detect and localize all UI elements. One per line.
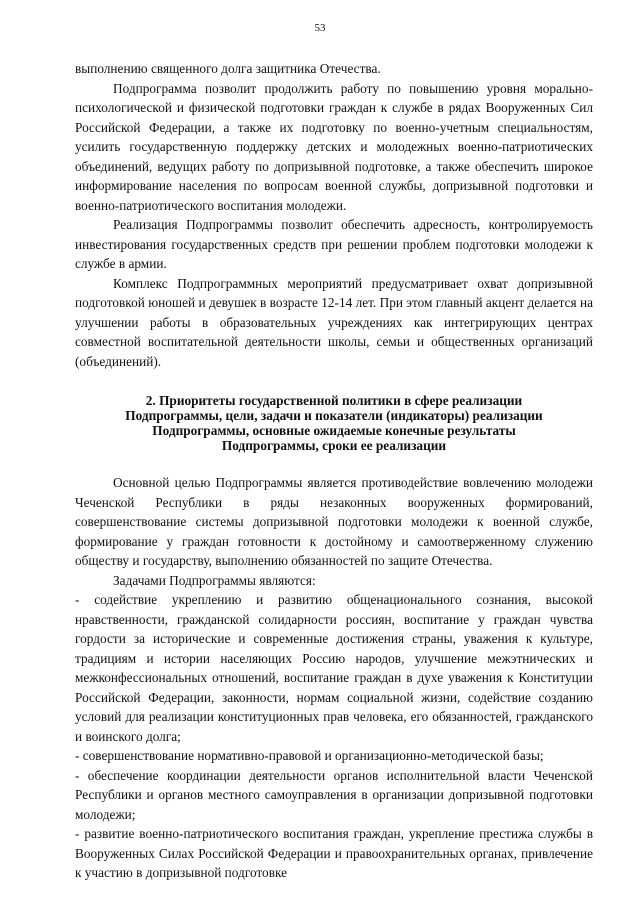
heading-line: Подпрограммы, сроки ее реализации bbox=[221, 438, 447, 453]
paragraph: Основной целью Подпрограммы является противодействие вовлечению молодежи Чеченской Республики в ряды незаконных вооруженных формирований, совершенствование системы допризывной подготовки молодежи к военной службе, формирование у граждан готовности к достойному и самоотверженному служению обществу и государству, выполнению обязанностей по защите Отечества. bbox=[75, 475, 593, 568]
paragraph: Задачами Подпрограммы являются: bbox=[113, 572, 316, 588]
section-heading bbox=[75, 393, 593, 453]
paragraph: выполнению священного долга защитника Отечества. bbox=[75, 61, 381, 76]
list-item: - совершенствование нормативно-правовой и организационно-методической базы; bbox=[75, 748, 544, 763]
list-item: - содействие укреплению и развитию общенационального сознания, высокой нравственности, гражданской солидарности россиян, воспитание у граждан чувства гордости за исторические и современные достижения страны, уважения к культуре, традициям и истории населяющих Россию народов, улучшение межэтнических и межконфессиональных отношений, воспитание граждан в духе уважения к Конституции Российской Федерации, законности, нормам социальной жизни, содействие созданию условий для реализации конституционных прав человека, его обязанностей, гражданского и воинского долга; bbox=[75, 592, 593, 744]
paragraph: Реализация Подпрограммы позволит обеспечить адресность, контролируемость инвестирования государственных средств при решении проблем подготовки молодежи к службе в армии. bbox=[75, 217, 593, 271]
heading-line: Подпрограммы, цели, задачи и показатели (индикаторы) реализации bbox=[125, 408, 543, 423]
page-number: 53 bbox=[314, 22, 326, 34]
paragraph: Комплекс Подпрограммных мероприятий предусматривает охват допризывной подготовкой юношей и девушек в возрасте 12-14 лет. При этом главный акцент делается на улучшении работы в образовательных учреждениях как интегрирующих центрах совместной воспитательной деятельности школы, семьи и общественных организаций (объединений). bbox=[75, 275, 593, 369]
paragraph: Подпрограмма позволит продолжить работу по повышению уровня морально-психологической и физической подготовки граждан к службе в рядах Вооруженных Сил Российской Федерации, а также их подготовку по военно-учетным специальностям, усилить государственную поддержку детских и молодежных военно-патриотических объединений, ведущих работу по допризывной подготовке, а также обеспечить широкое информирование населения по вопросам военной службы, допризывной подготовки и военно-патриотического воспитания молодежи. bbox=[75, 80, 593, 213]
heading-line: 2. Приоритеты государственной политики в сфере реализации bbox=[145, 393, 523, 408]
list-item: - обеспечение координации деятельности органов исполнительной власти Чеченской Республики и органов местного самоуправления в организации допризывной подготовки молодежи; bbox=[75, 767, 593, 822]
heading-line: Подпрограммы, основные ожидаемые конечные результаты bbox=[152, 423, 516, 438]
document-body bbox=[75, 59, 593, 883]
list-item: - развитие военно-патриотического воспитания граждан, укрепление престижа службы в Вооруженных Силах Российской Федерации и правоохранительных органах, привлечение к участию в допризывной подготовке bbox=[75, 826, 593, 880]
